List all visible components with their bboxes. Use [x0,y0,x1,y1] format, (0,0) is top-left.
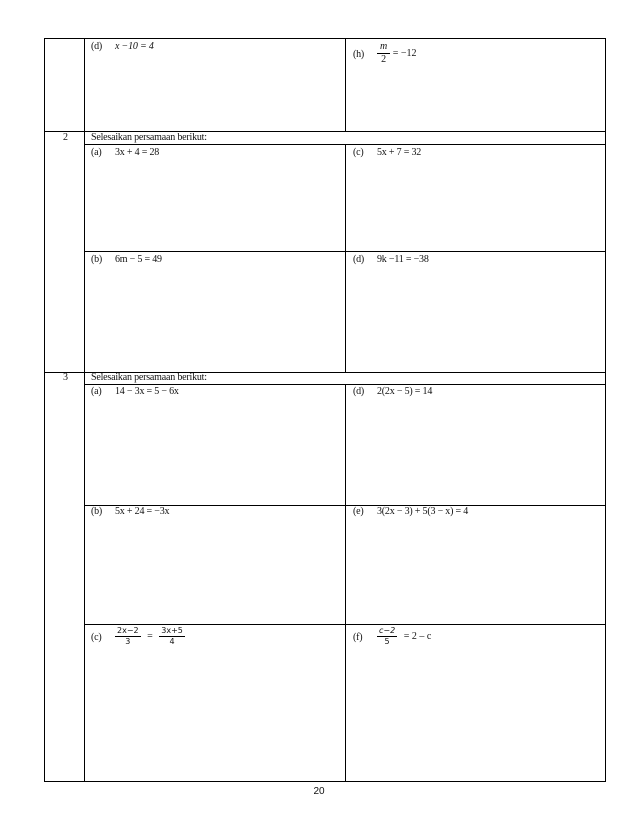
page-number: 20 [313,786,325,797]
q1h-equation [377,41,417,66]
q1d-label: (d) [91,41,103,52]
q2d-label: (d) [353,254,365,265]
q1h-label: (h) [353,49,365,60]
q3f-equation [377,626,431,647]
q2-row-divider [84,251,606,252]
q3c-right-fraction: $\frac{3x+5}{4}$ [161,626,183,646]
worksheet-table [44,38,606,782]
q3-instruction: Selesaikan persamaan berikut: [91,372,207,383]
q1h-rhs: = −12 [392,47,417,59]
q2-instruction-border [84,144,606,145]
q3c-left-fraction: $\frac{2x-2}{3}$ [117,626,139,646]
q3f-rhs: = 2 – c [403,630,432,642]
center-divider-q2 [345,144,346,372]
q2c-label: (c) [353,147,364,158]
q2b-equation: 6m − 5 = 49 [115,254,162,265]
q1h-fraction: $\frac{m}{2}$ [377,41,390,66]
q2d-equation: 9k −11 = −38 [377,254,429,265]
q3f-fraction: $\frac{c-2}{5}$ [379,626,396,646]
q3c-equals: = [147,630,153,642]
q3c-equation [115,626,185,647]
question-number-2: 2 [63,132,68,143]
q3b-label: (b) [91,506,103,517]
q2-instruction: Selesaikan persamaan berikut: [91,132,207,143]
q3d-equation: 2(2x − 5) = 14 [377,386,433,397]
q2b-label: (b) [91,254,103,265]
q1d-equation: x −10 = 4 [115,41,154,52]
q3a-label: (a) [91,386,102,397]
q2a-label: (a) [91,147,102,158]
q3f-label: (f) [353,632,363,643]
q2c-equation: 5x + 7 = 32 [377,147,422,158]
q3e-label: (e) [353,506,364,517]
q2a-equation: 3x + 4 = 28 [115,147,160,158]
q3e-equation: 3(2x − 3) + 5(3 − x) = 4 [377,506,469,517]
center-divider-q3 [345,384,346,782]
q3d-label: (d) [353,386,365,397]
number-column-divider [84,39,85,782]
question-number-3: 3 [63,372,68,383]
q3c-label: (c) [91,632,102,643]
q3b-equation: 5x + 24 = −3x [115,506,170,517]
center-divider-q1 [345,39,346,131]
q3-instruction-border [84,384,606,385]
q3a-equation: 14 − 3x = 5 − 6x [115,386,179,397]
q3-row-divider-2 [84,624,606,625]
